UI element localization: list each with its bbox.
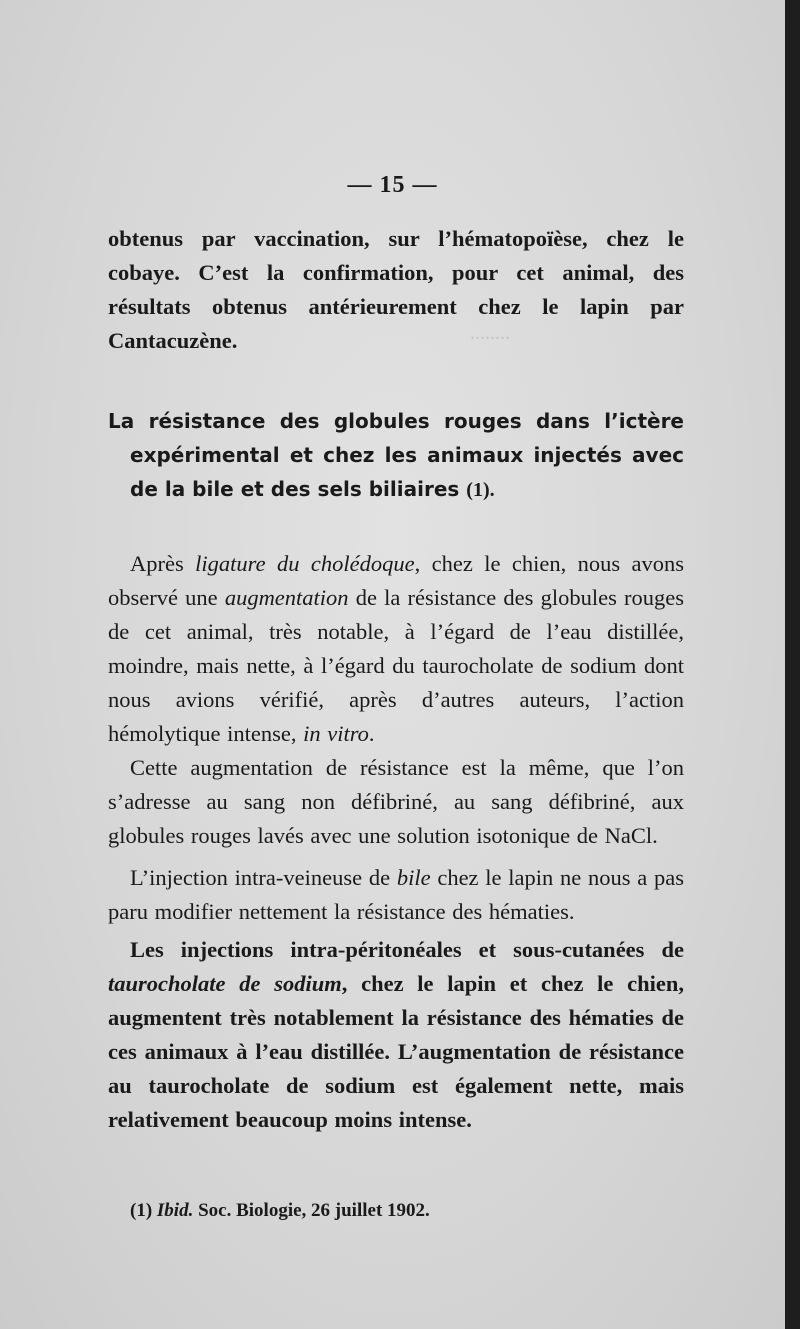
- italic-term: augmentation: [224, 585, 349, 610]
- intro-paragraph-block: [108, 222, 684, 358]
- page-edge-shadow: [785, 0, 800, 1329]
- text-run: , chez le lapin et chez le chien, augmentent très notablement la résistance des hématies de ces animaux à l’eau distillée. L’augmentation de résistance au taurocholate de sodium est également nette, mais relativement beaucoup moins intense.: [108, 971, 684, 1132]
- text-run: , chez le chien, nous avons observé une: [108, 551, 685, 610]
- text-run: Après: [130, 551, 196, 576]
- bleed-through-text: ........: [470, 322, 510, 344]
- italic-term: taurocholate de sodium: [108, 971, 342, 996]
- section-heading: [108, 404, 684, 507]
- paragraph-2: Cette augmentation de résistance est la même, que l’on s’adresse au sang non défibriné, au sang défibriné, aux globules rouges lavés avec une solution isotonique de NaCl.: [108, 755, 684, 848]
- paragraph-4: [108, 933, 684, 1137]
- footnote-text: Soc. Biologie, 26 juillet 1902.: [193, 1200, 430, 1221]
- text-run: de la résistance des globules rouges de cet animal, très notable, à l’égard de l’eau distillée, moindre, mais nette, à l’égard du taurocholate de sodium dont nous avions vérifié, après d’autres auteurs, l’action hémolytique intense,: [108, 585, 684, 746]
- paragraph-1: [108, 547, 684, 751]
- text-run: .: [368, 721, 375, 746]
- paragraph-3: [108, 861, 684, 929]
- footnote: [130, 1200, 430, 1222]
- italic-term: bile: [396, 865, 431, 890]
- footnote-mark: (1): [130, 1200, 157, 1221]
- italic-term: ligature du cholédoque: [195, 551, 415, 576]
- italic-term: in vitro: [303, 721, 369, 746]
- footnote-ibid: Ibid.: [156, 1200, 194, 1221]
- footnote-reference: (1).: [466, 479, 495, 501]
- text-run: L’injection intra-veineuse de: [130, 865, 397, 890]
- page-number: — 15 —: [347, 172, 438, 198]
- body-text: [108, 547, 684, 1137]
- text-run: Les injections intra-péritonéales et sous-cutanées de: [130, 937, 684, 962]
- intro-paragraph: obtenus par vaccination, sur l’hématopoïèse, chez le cobaye. C’est la confirmation, pour cet animal, des résultats obtenus antérieurement chez le lapin par Cantacuzène.: [108, 226, 684, 353]
- text-run: chez le lapin ne nous a pas paru modifier nettement la résistance des hématies.: [108, 865, 684, 924]
- section-heading-text: La résistance des globules rouges dans l’ictère expérimental et chez les animaux injectés avec de la bile et des sels biliaires: [108, 409, 684, 501]
